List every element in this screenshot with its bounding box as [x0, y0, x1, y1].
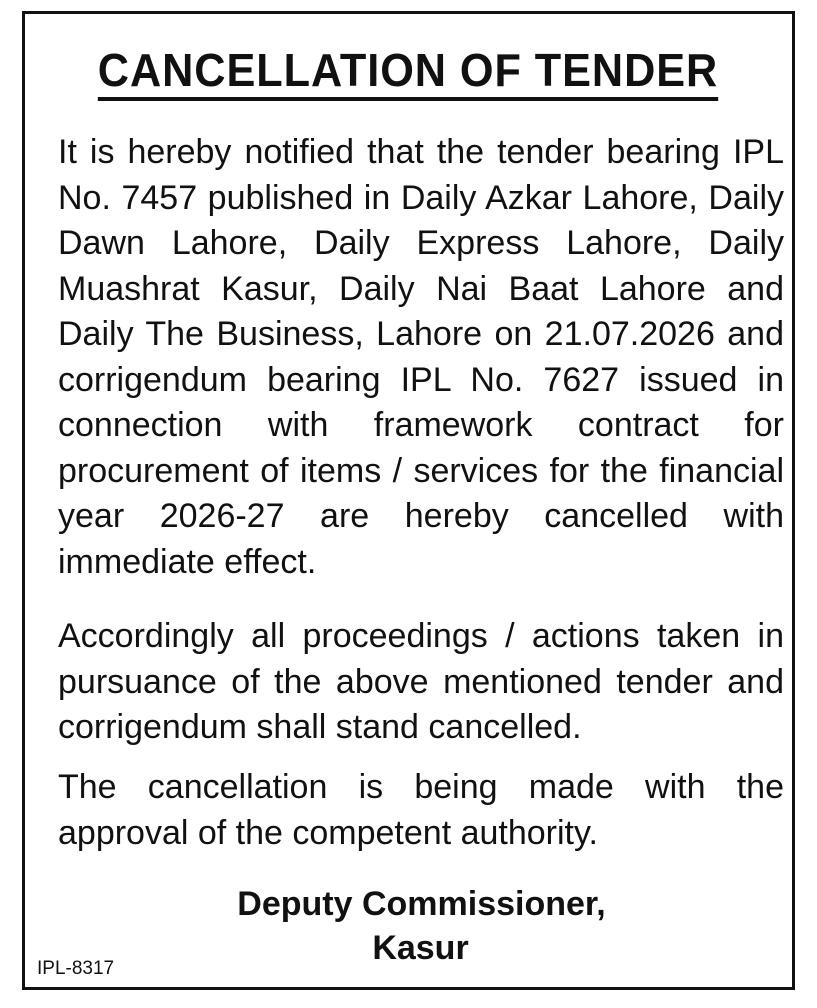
notice-title-text: CANCELLATION OF TENDER: [98, 44, 718, 101]
notice-title: [0, 44, 817, 101]
signatory-location: Kasur: [372, 929, 469, 967]
notice-paragraph-proceedings: Accordingly all proceedings / actions taken in pursuance of the above mentioned tender and corrigendum shall stand cancelled.: [58, 617, 784, 746]
notice-paragraph-cancellation: It is hereby notified that the tender bearing IPL No. 7457 published in Daily Azkar Lahore, Daily Dawn Lahore, Daily Express Lahore, Daily Muashrat Kasur, Daily Nai Baat Lahore and Daily The Business, Lahore on 21.07.2026 and corrigendum bearing IPL No. 7627 issued in connection with framework contract for procurement of items / services for the financial year 2026-27 are hereby cancelled with immediate effect.: [58, 133, 784, 581]
notice-paragraph-approval: The cancellation is being made with the approval of the competent authority.: [58, 768, 784, 852]
signatory-designation: Deputy Commissioner,: [237, 885, 606, 923]
ipl-reference-code: IPL-8317: [37, 958, 115, 979]
